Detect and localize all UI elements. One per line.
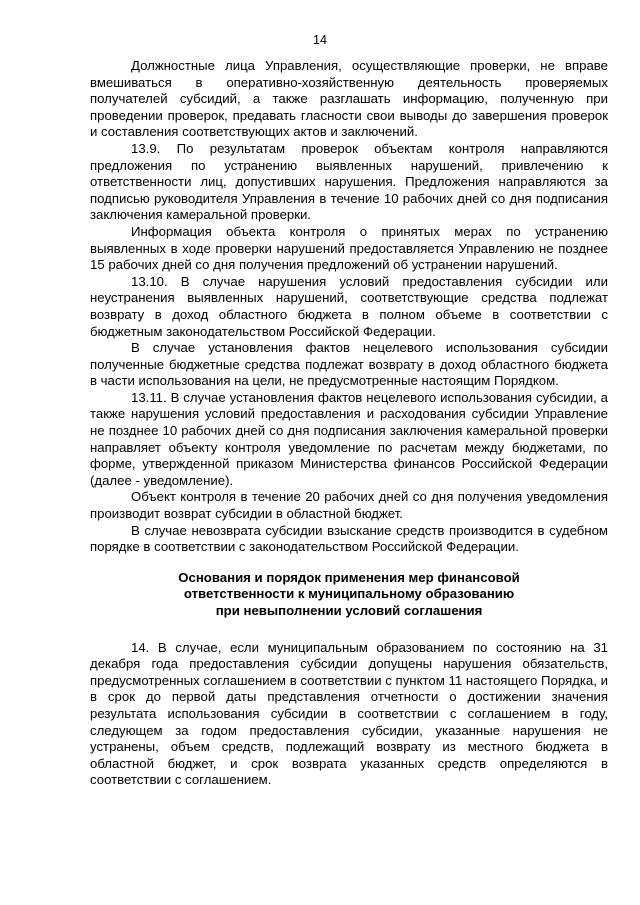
section-heading bbox=[90, 570, 608, 620]
section-heading-line: при невыполнении условий соглашения bbox=[215, 603, 483, 618]
section-heading-line: Основания и порядок применения мер финансовой bbox=[178, 569, 520, 585]
paragraph: Информация объекта контроля о принятых мерах по устранению выявленных в ходе проверки нарушений предоставляется Управлению не позднее 15 рабочих дней со дня получения предложений об устранении нарушений. bbox=[90, 223, 608, 273]
page-number: 14 bbox=[313, 33, 327, 47]
paragraph: Должностные лица Управления, осуществляющие проверки, не вправе вмешиваться в оперативно-хозяйственную деятельность проверяемых получателей субсидий, а также разглашать информацию, полученную при проведении проверок, предавать гласности свои выводы до завершения проверок и составления соответствующих актов и заключений. bbox=[90, 58, 608, 140]
paragraph: В случае установления фактов нецелевого использования субсидии полученные бюджетные средства подлежат возврату в доход областного бюджета в части использования на цели, не предусмотренные настоящим Порядком. bbox=[90, 340, 608, 389]
paragraph: 13.10. В случае нарушения условий предоставления субсидии или неустранения выявленных нарушений, соответствующие средства подлежат возврату в доход областного бюджета в полном объеме в соответствии с бюджетным законодательством Российской Федерации. bbox=[90, 273, 608, 339]
paragraph: 14. В случае, если муниципальным образованием по состоянию на 31 декабря года предоставления субсидии допущены нарушения обязательств, предусмотренных соглашением в соответствии с пунктом 11 настоящего Порядка, и в срок до первой даты представления отчетности о достижении значения результата использования субсидии в соответствии с соглашением в году, следующем за годом предоставления субсидии, указанные нарушения не устранены, объем средств, подлежащий возврату из местного бюджета в областной бюджет, и срок возврата указанных средств определяются в соответствии с соглашением. bbox=[90, 639, 608, 788]
paragraph: Объект контроля в течение 20 рабочих дней со дня получения уведомления производит возврат субсидии в областной бюджет. bbox=[90, 489, 608, 522]
paragraph: 13.11. В случае установления фактов нецелевого использования субсидии, а также нарушения условий предоставления и расходования субсидии Управление не позднее 10 рабочих дней со дня подписания заключения камеральной проверки направляет объекту контроля уведомление по расчетам между бюджетами, по форме, утвержденной приказом Министерства финансов Российской Федерации (далее - уведомление). bbox=[90, 389, 608, 488]
document-body bbox=[90, 58, 608, 789]
paragraph: 13.9. По результатам проверок объектам контроля направляются предложения по устранению выявленных нарушений, привлечению к ответственности лиц, допустивших нарушения. Предложения направляются за подписью руководителя Управления в течение 10 рабочих дней со дня подписания заключения камеральной проверки. bbox=[90, 140, 608, 223]
section-heading-line: ответственности к муниципальному образованию bbox=[183, 586, 515, 602]
paragraph: В случае невозврата субсидии взыскание средств производится в судебном порядке в соответствии с законодательством Российской Федерации. bbox=[90, 522, 608, 555]
